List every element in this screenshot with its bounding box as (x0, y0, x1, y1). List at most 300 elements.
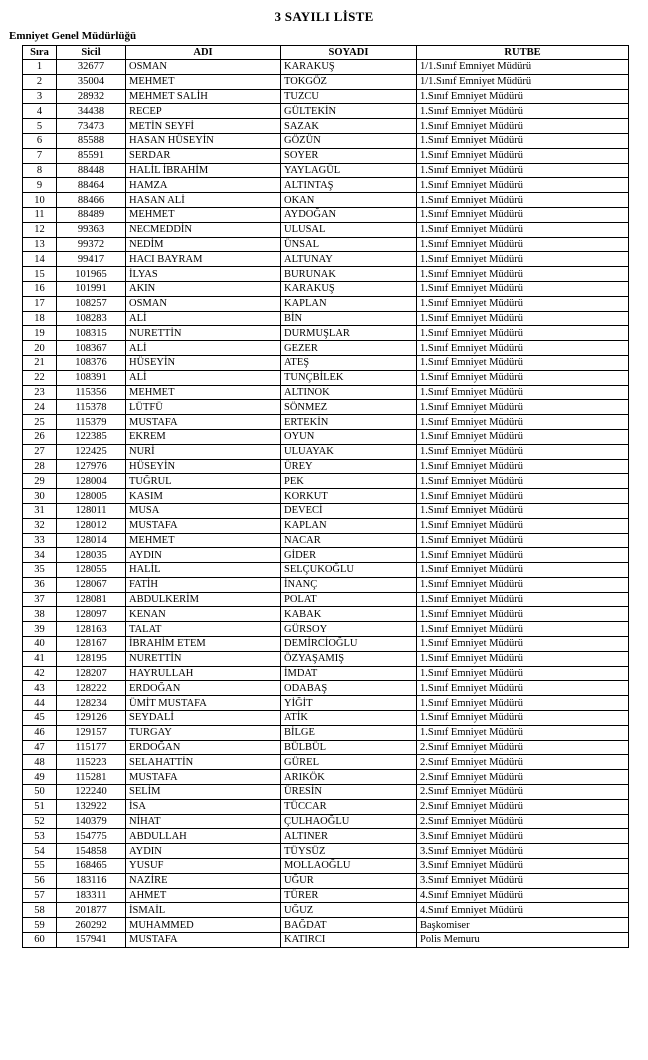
cell-sira: 46 (23, 725, 57, 740)
cell-sira: 23 (23, 385, 57, 400)
cell-soyadi: NACAR (281, 533, 417, 548)
cell-soyadi: ÇULHAOĞLU (281, 814, 417, 829)
cell-sicil: 128167 (57, 637, 126, 652)
cell-adi: HASAN HÜSEYİN (126, 133, 281, 148)
cell-sira: 35 (23, 563, 57, 578)
cell-rutbe: 2.Sınıf Emniyet Müdürü (417, 799, 629, 814)
cell-sira: 36 (23, 577, 57, 592)
cell-sira: 15 (23, 267, 57, 282)
cell-adi: NECMEDDİN (126, 222, 281, 237)
cell-adi: HÜSEYİN (126, 459, 281, 474)
cell-sicil: 140379 (57, 814, 126, 829)
cell-sira: 38 (23, 607, 57, 622)
cell-soyadi: BURUNAK (281, 267, 417, 282)
cell-sira: 11 (23, 207, 57, 222)
cell-sira: 13 (23, 237, 57, 252)
cell-sicil: 88448 (57, 163, 126, 178)
cell-rutbe: 1.Sınıf Emniyet Müdürü (417, 385, 629, 400)
cell-rutbe: Başkomiser (417, 918, 629, 933)
cell-soyadi: BÜLBÜL (281, 740, 417, 755)
table-header-row (23, 46, 629, 60)
cell-rutbe: 1.Sınıf Emniyet Müdürü (417, 666, 629, 681)
cell-sira: 39 (23, 622, 57, 637)
cell-adi: NURİ (126, 444, 281, 459)
cell-soyadi: ÜREY (281, 459, 417, 474)
cell-sira: 14 (23, 252, 57, 267)
table-row (23, 415, 629, 430)
cell-soyadi: İNANÇ (281, 577, 417, 592)
cell-sicil: 168465 (57, 859, 126, 874)
cell-adi: MEHMET (126, 207, 281, 222)
cell-adi: ALİ (126, 370, 281, 385)
cell-sicil: 154775 (57, 829, 126, 844)
cell-soyadi: TÜCCAR (281, 799, 417, 814)
cell-sicil: 108257 (57, 296, 126, 311)
cell-rutbe: 3.Sınıf Emniyet Müdürü (417, 873, 629, 888)
cell-sicil: 128195 (57, 651, 126, 666)
cell-sicil: 128163 (57, 622, 126, 637)
cell-sicil: 115281 (57, 770, 126, 785)
cell-soyadi: ALTINTAŞ (281, 178, 417, 193)
cell-adi: ALİ (126, 311, 281, 326)
cell-soyadi: GEZER (281, 341, 417, 356)
table-row (23, 770, 629, 785)
table-row (23, 489, 629, 504)
cell-rutbe: 1.Sınıf Emniyet Müdürü (417, 326, 629, 341)
cell-sira: 44 (23, 696, 57, 711)
header-soyadi: SOYADI (281, 46, 417, 60)
table-row (23, 918, 629, 933)
cell-adi: NAZİRE (126, 873, 281, 888)
table-row (23, 666, 629, 681)
cell-adi: KENAN (126, 607, 281, 622)
cell-sira: 32 (23, 518, 57, 533)
table-row (23, 207, 629, 222)
cell-soyadi: GİDER (281, 548, 417, 563)
cell-adi: MUSA (126, 503, 281, 518)
document-title: 3 SAYILI LİSTE (274, 9, 374, 24)
cell-adi: ABDULLAH (126, 829, 281, 844)
cell-soyadi: TÜYSÜZ (281, 844, 417, 859)
cell-rutbe: 1/1.Sınıf Emniyet Müdürü (417, 60, 629, 75)
header-adi: ADI (126, 46, 281, 60)
cell-adi: SELAHATTİN (126, 755, 281, 770)
cell-sira: 57 (23, 888, 57, 903)
cell-adi: HALİL (126, 563, 281, 578)
cell-adi: ALİ (126, 341, 281, 356)
cell-sira: 9 (23, 178, 57, 193)
cell-soyadi: ATEŞ (281, 355, 417, 370)
cell-adi: ABDULKERİM (126, 592, 281, 607)
table-row (23, 873, 629, 888)
cell-sira: 16 (23, 281, 57, 296)
cell-sicil: 128035 (57, 548, 126, 563)
cell-sira: 24 (23, 400, 57, 415)
cell-sira: 10 (23, 193, 57, 208)
unit-name: Emniyet Genel Müdürlüğü (9, 30, 137, 42)
cell-sira: 58 (23, 903, 57, 918)
cell-adi: ÜMİT MUSTAFA (126, 696, 281, 711)
cell-adi: TALAT (126, 622, 281, 637)
cell-rutbe: 1.Sınıf Emniyet Müdürü (417, 207, 629, 222)
table-row (23, 444, 629, 459)
cell-sira: 17 (23, 296, 57, 311)
cell-sira: 50 (23, 785, 57, 800)
cell-rutbe: 1.Sınıf Emniyet Müdürü (417, 296, 629, 311)
cell-rutbe: 1.Sınıf Emniyet Müdürü (417, 222, 629, 237)
cell-sira: 28 (23, 459, 57, 474)
cell-rutbe: 1.Sınıf Emniyet Müdürü (417, 533, 629, 548)
table-row (23, 903, 629, 918)
table-row (23, 326, 629, 341)
table-row (23, 474, 629, 489)
cell-soyadi: BİLGE (281, 725, 417, 740)
cell-rutbe: 1.Sınıf Emniyet Müdürü (417, 267, 629, 282)
cell-sira: 33 (23, 533, 57, 548)
cell-adi: TURGAY (126, 725, 281, 740)
table-row (23, 755, 629, 770)
cell-soyadi: ALTUNAY (281, 252, 417, 267)
cell-sicil: 99417 (57, 252, 126, 267)
cell-sira: 21 (23, 355, 57, 370)
cell-soyadi: GÜREL (281, 755, 417, 770)
cell-soyadi: ERTEKİN (281, 415, 417, 430)
cell-sira: 43 (23, 681, 57, 696)
cell-sicil: 115379 (57, 415, 126, 430)
cell-soyadi: TÜRER (281, 888, 417, 903)
cell-sira: 18 (23, 311, 57, 326)
cell-soyadi: TOKGÖZ (281, 74, 417, 89)
cell-rutbe: 2.Sınıf Emniyet Müdürü (417, 740, 629, 755)
cell-sicil: 183116 (57, 873, 126, 888)
cell-sicil: 154858 (57, 844, 126, 859)
table-row (23, 799, 629, 814)
cell-adi: MEHMET SALİH (126, 89, 281, 104)
table-row (23, 518, 629, 533)
cell-rutbe: 1.Sınıf Emniyet Müdürü (417, 133, 629, 148)
cell-sira: 20 (23, 341, 57, 356)
cell-rutbe: 1.Sınıf Emniyet Müdürü (417, 489, 629, 504)
table-row (23, 60, 629, 75)
cell-sicil: 34438 (57, 104, 126, 119)
cell-rutbe: 3.Sınıf Emniyet Müdürü (417, 844, 629, 859)
cell-sicil: 85591 (57, 148, 126, 163)
cell-rutbe: 1.Sınıf Emniyet Müdürü (417, 518, 629, 533)
cell-sira: 2 (23, 74, 57, 89)
cell-rutbe: 1.Sınıf Emniyet Müdürü (417, 193, 629, 208)
table-row (23, 74, 629, 89)
cell-rutbe: 1.Sınıf Emniyet Müdürü (417, 163, 629, 178)
cell-adi: YUSUF (126, 859, 281, 874)
cell-soyadi: YAYLAGÜL (281, 163, 417, 178)
cell-sicil: 128222 (57, 681, 126, 696)
table-row (23, 725, 629, 740)
cell-soyadi: UĞUZ (281, 903, 417, 918)
cell-adi: İBRAHİM ETEM (126, 637, 281, 652)
cell-rutbe: 1.Sınıf Emniyet Müdürü (417, 341, 629, 356)
table-row (23, 577, 629, 592)
cell-sira: 5 (23, 119, 57, 134)
cell-adi: NURETTİN (126, 651, 281, 666)
cell-soyadi: AYDOĞAN (281, 207, 417, 222)
table-row (23, 148, 629, 163)
cell-adi: MUSTAFA (126, 415, 281, 430)
table-row (23, 592, 629, 607)
cell-sicil: 128067 (57, 577, 126, 592)
cell-sira: 19 (23, 326, 57, 341)
cell-sicil: 128055 (57, 563, 126, 578)
cell-soyadi: ULUSAL (281, 222, 417, 237)
cell-sicil: 108367 (57, 341, 126, 356)
header-sira: Sıra (23, 46, 57, 60)
cell-sicil: 129126 (57, 711, 126, 726)
cell-soyadi: KARAKUŞ (281, 281, 417, 296)
cell-sira: 45 (23, 711, 57, 726)
cell-sicil: 99363 (57, 222, 126, 237)
cell-soyadi: KAPLAN (281, 518, 417, 533)
table-row (23, 548, 629, 563)
cell-rutbe: 1.Sınıf Emniyet Müdürü (417, 370, 629, 385)
cell-soyadi: SELÇUKOĞLU (281, 563, 417, 578)
cell-soyadi: PEK (281, 474, 417, 489)
cell-sira: 53 (23, 829, 57, 844)
cell-rutbe: 2.Sınıf Emniyet Müdürü (417, 814, 629, 829)
cell-rutbe: 1.Sınıf Emniyet Müdürü (417, 252, 629, 267)
table-row (23, 281, 629, 296)
cell-sicil: 128234 (57, 696, 126, 711)
cell-soyadi: OKAN (281, 193, 417, 208)
cell-rutbe: 4.Sınıf Emniyet Müdürü (417, 903, 629, 918)
cell-adi: EKREM (126, 429, 281, 444)
cell-sira: 29 (23, 474, 57, 489)
cell-adi: RECEP (126, 104, 281, 119)
cell-rutbe: 3.Sınıf Emniyet Müdürü (417, 829, 629, 844)
table-row (23, 622, 629, 637)
cell-adi: MUSTAFA (126, 518, 281, 533)
table-body (23, 60, 629, 948)
cell-sicil: 73473 (57, 119, 126, 134)
cell-sicil: 88466 (57, 193, 126, 208)
cell-adi: SEYDALİ (126, 711, 281, 726)
cell-soyadi: KARAKUŞ (281, 60, 417, 75)
cell-rutbe: 1.Sınıf Emniyet Müdürü (417, 592, 629, 607)
header-rutbe: RUTBE (417, 46, 629, 60)
cell-soyadi: KATIRCI (281, 933, 417, 948)
cell-sicil: 128207 (57, 666, 126, 681)
cell-rutbe: 1.Sınıf Emniyet Müdürü (417, 415, 629, 430)
cell-sicil: 128097 (57, 607, 126, 622)
cell-sicil: 128081 (57, 592, 126, 607)
cell-adi: LÜTFÜ (126, 400, 281, 415)
cell-sira: 49 (23, 770, 57, 785)
cell-adi: HASAN ALİ (126, 193, 281, 208)
cell-adi: ERDOĞAN (126, 681, 281, 696)
cell-rutbe: 1.Sınıf Emniyet Müdürü (417, 178, 629, 193)
cell-sira: 30 (23, 489, 57, 504)
cell-rutbe: 1.Sınıf Emniyet Müdürü (417, 400, 629, 415)
cell-sicil: 115177 (57, 740, 126, 755)
table-row (23, 785, 629, 800)
cell-adi: KASIM (126, 489, 281, 504)
table-row (23, 311, 629, 326)
table-row (23, 459, 629, 474)
cell-sira: 3 (23, 89, 57, 104)
cell-adi: HAYRULLAH (126, 666, 281, 681)
table-row (23, 296, 629, 311)
cell-adi: OSMAN (126, 296, 281, 311)
cell-sira: 42 (23, 666, 57, 681)
cell-soyadi: GÜLTEKİN (281, 104, 417, 119)
cell-sicil: 201877 (57, 903, 126, 918)
cell-soyadi: KORKUT (281, 489, 417, 504)
cell-adi: İLYAS (126, 267, 281, 282)
table-row (23, 814, 629, 829)
cell-soyadi: İMDAT (281, 666, 417, 681)
cell-adi: SERDAR (126, 148, 281, 163)
table-row (23, 651, 629, 666)
cell-rutbe: 2.Sınıf Emniyet Müdürü (417, 785, 629, 800)
cell-sicil: 128004 (57, 474, 126, 489)
cell-adi: TUĞRUL (126, 474, 281, 489)
cell-adi: AKIN (126, 281, 281, 296)
table-row (23, 133, 629, 148)
cell-sira: 6 (23, 133, 57, 148)
cell-adi: ERDOĞAN (126, 740, 281, 755)
cell-soyadi: DEVECİ (281, 503, 417, 518)
cell-adi: MUHAMMED (126, 918, 281, 933)
cell-soyadi: ÖZYAŞAMIŞ (281, 651, 417, 666)
cell-sira: 22 (23, 370, 57, 385)
cell-sicil: 108315 (57, 326, 126, 341)
cell-adi: AYDIN (126, 548, 281, 563)
cell-adi: SELİM (126, 785, 281, 800)
table-row (23, 681, 629, 696)
cell-rutbe: 1.Sınıf Emniyet Müdürü (417, 651, 629, 666)
cell-soyadi: ODABAŞ (281, 681, 417, 696)
personnel-table (22, 45, 629, 948)
cell-adi: HACI BAYRAM (126, 252, 281, 267)
cell-adi: MEHMET (126, 533, 281, 548)
table-row (23, 740, 629, 755)
cell-rutbe: 1.Sınıf Emniyet Müdürü (417, 711, 629, 726)
table-row (23, 193, 629, 208)
cell-sicil: 115378 (57, 400, 126, 415)
cell-adi: HÜSEYİN (126, 355, 281, 370)
cell-sira: 48 (23, 755, 57, 770)
cell-rutbe: 1.Sınıf Emniyet Müdürü (417, 355, 629, 370)
cell-rutbe: 1/1.Sınıf Emniyet Müdürü (417, 74, 629, 89)
cell-soyadi: TUNÇBİLEK (281, 370, 417, 385)
cell-rutbe: 1.Sınıf Emniyet Müdürü (417, 725, 629, 740)
cell-rutbe: 2.Sınıf Emniyet Müdürü (417, 770, 629, 785)
cell-rutbe: 1.Sınıf Emniyet Müdürü (417, 281, 629, 296)
cell-adi: MEHMET (126, 74, 281, 89)
cell-sicil: 132922 (57, 799, 126, 814)
table-row (23, 252, 629, 267)
cell-sicil: 122385 (57, 429, 126, 444)
cell-sira: 12 (23, 222, 57, 237)
cell-sira: 59 (23, 918, 57, 933)
table-row (23, 711, 629, 726)
table-row (23, 237, 629, 252)
table-row (23, 370, 629, 385)
cell-sira: 8 (23, 163, 57, 178)
table-row (23, 104, 629, 119)
table-row (23, 355, 629, 370)
cell-soyadi: DEMİRCİOĞLU (281, 637, 417, 652)
cell-sira: 52 (23, 814, 57, 829)
cell-adi: METİN SEYFİ (126, 119, 281, 134)
cell-sicil: 127976 (57, 459, 126, 474)
table-row (23, 696, 629, 711)
table-row (23, 607, 629, 622)
cell-sicil: 122240 (57, 785, 126, 800)
cell-sicil: 128005 (57, 489, 126, 504)
cell-rutbe: 1.Sınıf Emniyet Müdürü (417, 607, 629, 622)
cell-soyadi: KAPLAN (281, 296, 417, 311)
cell-sicil: 108376 (57, 355, 126, 370)
cell-sicil: 108391 (57, 370, 126, 385)
cell-sicil: 115223 (57, 755, 126, 770)
table-row (23, 119, 629, 134)
cell-sira: 1 (23, 60, 57, 75)
cell-soyadi: SAZAK (281, 119, 417, 134)
cell-rutbe: 1.Sınıf Emniyet Müdürü (417, 237, 629, 252)
table-row (23, 888, 629, 903)
cell-soyadi: YİĞİT (281, 696, 417, 711)
cell-sicil: 88489 (57, 207, 126, 222)
table-row (23, 859, 629, 874)
cell-rutbe: 1.Sınıf Emniyet Müdürü (417, 459, 629, 474)
cell-sira: 54 (23, 844, 57, 859)
cell-rutbe: 1.Sınıf Emniyet Müdürü (417, 503, 629, 518)
table-row (23, 385, 629, 400)
table-row (23, 163, 629, 178)
cell-adi: NİHAT (126, 814, 281, 829)
cell-soyadi: SÖNMEZ (281, 400, 417, 415)
cell-rutbe: 1.Sınıf Emniyet Müdürü (417, 474, 629, 489)
cell-soyadi: OYUN (281, 429, 417, 444)
cell-adi: FATİH (126, 577, 281, 592)
cell-rutbe: 1.Sınıf Emniyet Müdürü (417, 696, 629, 711)
cell-rutbe: 1.Sınıf Emniyet Müdürü (417, 577, 629, 592)
cell-sicil: 99372 (57, 237, 126, 252)
cell-sicil: 183311 (57, 888, 126, 903)
table-row (23, 503, 629, 518)
cell-rutbe: 1.Sınıf Emniyet Müdürü (417, 148, 629, 163)
cell-adi: AHMET (126, 888, 281, 903)
cell-adi: İSMAİL (126, 903, 281, 918)
cell-sira: 25 (23, 415, 57, 430)
table-row (23, 222, 629, 237)
cell-sicil: 157941 (57, 933, 126, 948)
cell-sira: 26 (23, 429, 57, 444)
cell-adi: NEDİM (126, 237, 281, 252)
cell-sicil: 128011 (57, 503, 126, 518)
cell-sira: 55 (23, 859, 57, 874)
cell-sicil: 260292 (57, 918, 126, 933)
cell-soyadi: BAĞDAT (281, 918, 417, 933)
cell-sicil: 101965 (57, 267, 126, 282)
cell-sira: 4 (23, 104, 57, 119)
cell-rutbe: 2.Sınıf Emniyet Müdürü (417, 755, 629, 770)
cell-sicil: 35004 (57, 74, 126, 89)
cell-sira: 34 (23, 548, 57, 563)
table-row (23, 341, 629, 356)
cell-sicil: 122425 (57, 444, 126, 459)
cell-soyadi: ALTINER (281, 829, 417, 844)
cell-rutbe: 4.Sınıf Emniyet Müdürü (417, 888, 629, 903)
